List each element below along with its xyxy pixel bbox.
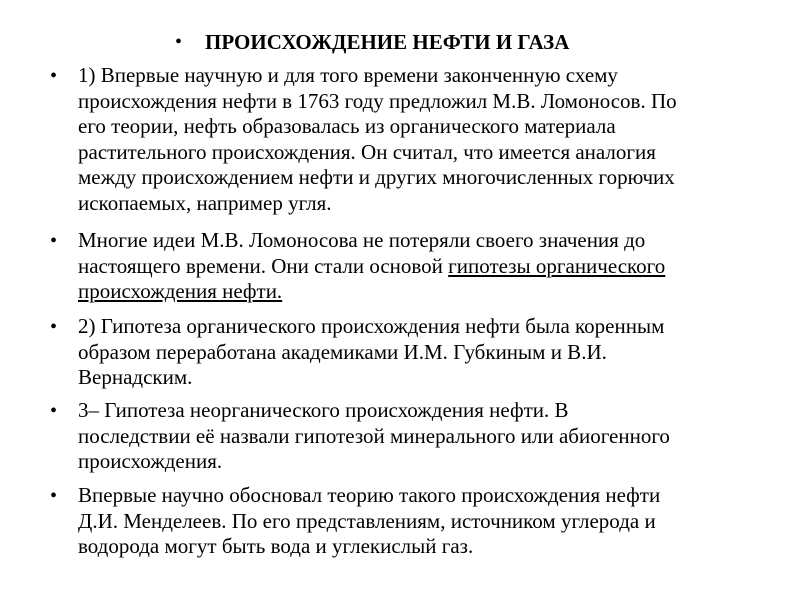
paragraph-text bbox=[78, 398, 758, 475]
bullet-marker: • bbox=[50, 230, 58, 252]
bullet-marker: • bbox=[50, 316, 58, 338]
title-bullet: • bbox=[175, 31, 183, 53]
title-row bbox=[0, 30, 800, 58]
text-segment: настоящего времени. Они стали основой bbox=[78, 253, 449, 278]
text-line: ископаемых, например угля. bbox=[78, 190, 332, 215]
text-line: Вернадским. bbox=[78, 365, 193, 389]
paragraph-text bbox=[78, 63, 758, 216]
slide-title: ПРОИСХОЖДЕНИЕ НЕФТИ И ГАЗА bbox=[205, 30, 570, 54]
text-line: Многие идеи М.В. Ломоносова не потеряли своего значения до bbox=[78, 228, 646, 252]
text-line: между происхождением нефти и других многочисленных горючих bbox=[78, 165, 675, 189]
text-line: его теории, нефть образовалась из органического материала bbox=[78, 114, 616, 138]
text-line: образом переработана академиками И.М. Губкиным и В.И. bbox=[78, 339, 607, 364]
text-line: водорода могут быть вода и углекислый газ. bbox=[78, 534, 474, 558]
text-line: происхождения. bbox=[78, 449, 223, 473]
bullet-marker: • bbox=[50, 485, 58, 507]
underlined-hypothesis-text: гипотезы органического bbox=[448, 253, 666, 278]
text-line: Впервые научно обосновал теорию такого происхождения нефти bbox=[78, 483, 661, 507]
text-line: происхождения нефти в 1763 году предложил М.В. Ломоносов. По bbox=[78, 88, 677, 113]
text-line: последствии её назвали гипотезой минерального или абиогенного bbox=[78, 423, 670, 448]
text-line: растительного происхождения. Он считал, что имеется аналогия bbox=[78, 139, 656, 164]
text-line: 1) Впервые научную и для того времени законченную схему bbox=[78, 63, 618, 87]
paragraph-text bbox=[78, 228, 758, 305]
text-line: 2) Гипотеза органического происхождения нефти была коренным bbox=[78, 314, 665, 338]
paragraph-text bbox=[78, 314, 758, 391]
underlined-hypothesis-text: происхождения нефти. bbox=[78, 279, 283, 303]
text-line bbox=[78, 254, 758, 280]
paragraph-text bbox=[78, 483, 758, 560]
bullet-marker: • bbox=[50, 400, 58, 422]
bullet-marker: • bbox=[50, 65, 58, 87]
text-line: 3– Гипотеза неорганического происхождения нефти. В bbox=[78, 398, 569, 422]
text-line: Д.И. Менделеев. По его представлениям, источником углерода и bbox=[78, 508, 656, 533]
